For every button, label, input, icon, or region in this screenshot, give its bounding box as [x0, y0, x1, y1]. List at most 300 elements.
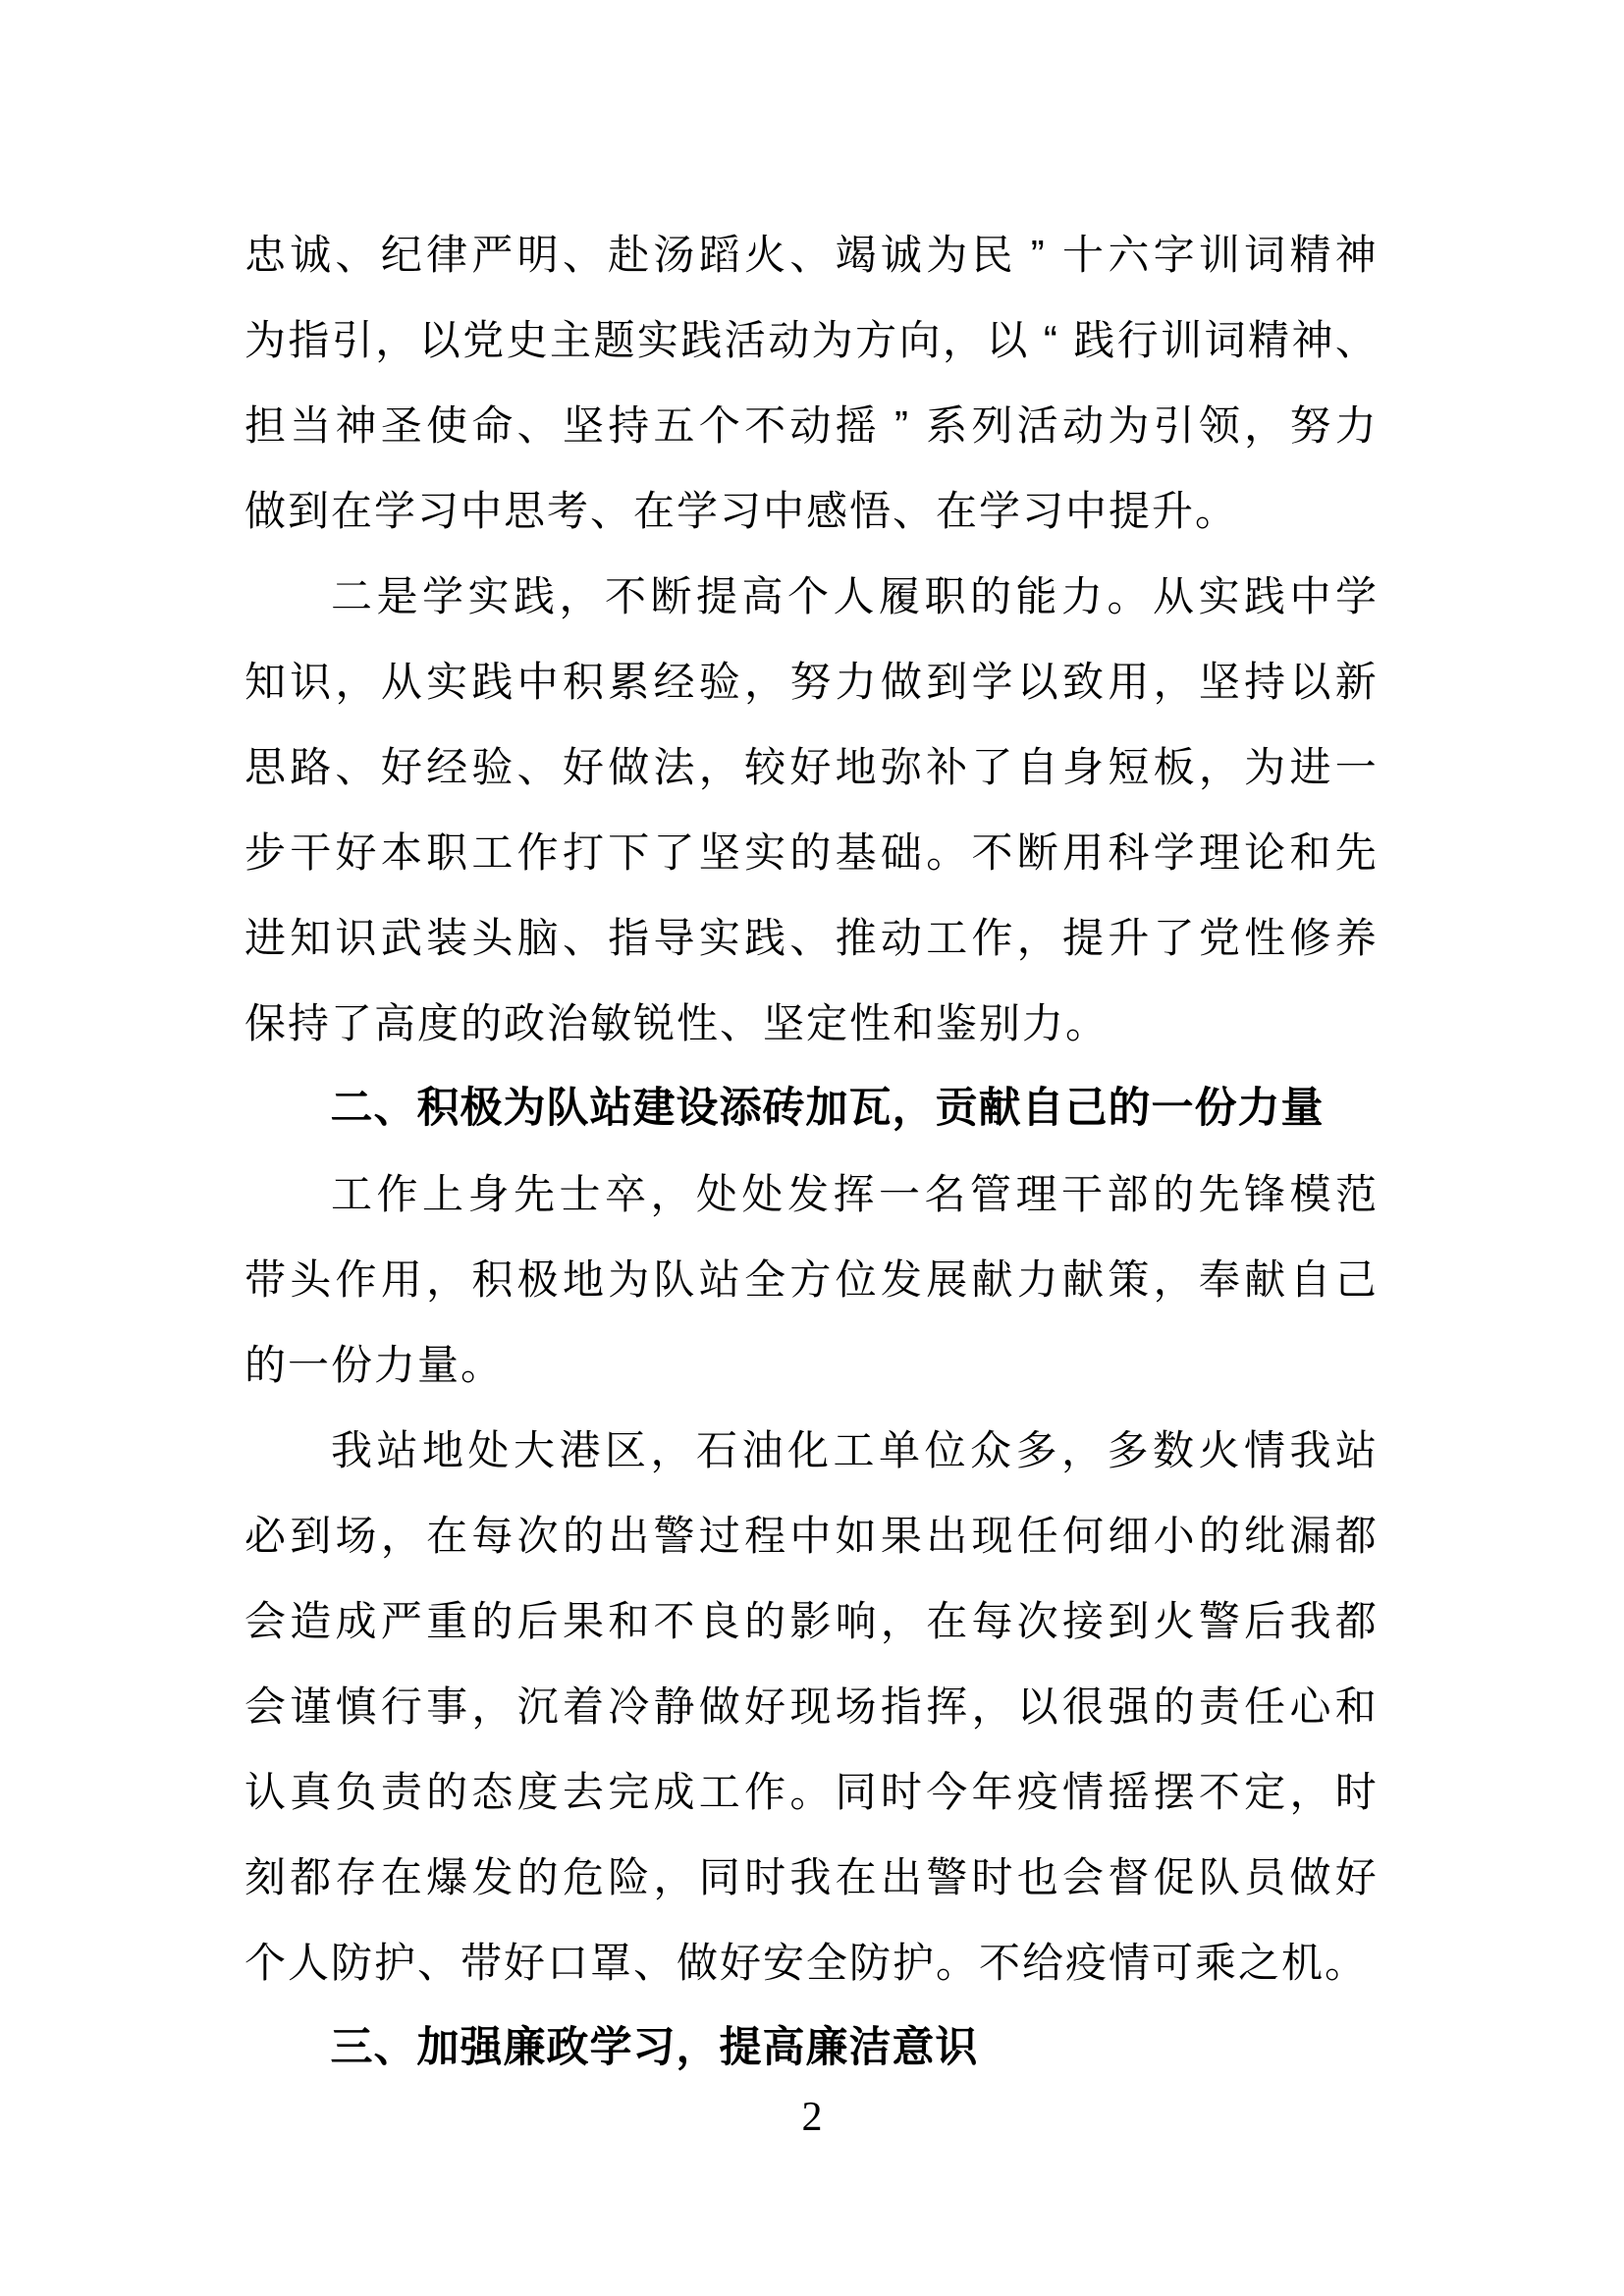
char: 明 [516, 231, 559, 278]
char: 存 [335, 1853, 377, 1900]
char: 会 [1062, 1853, 1105, 1900]
char: 动 [880, 914, 922, 961]
char: 自 [1289, 1255, 1331, 1303]
char: 队 [653, 1255, 695, 1303]
char: 提 [695, 572, 737, 619]
char: 化 [786, 1426, 829, 1473]
char: 疫 [1016, 1768, 1058, 1815]
char: 习 [719, 487, 761, 534]
char: 好 [335, 828, 377, 876]
char: 做 [244, 487, 286, 534]
char: 极 [516, 1255, 559, 1303]
page-number: 2 [801, 2095, 823, 2140]
char: 好 [719, 1939, 761, 1986]
char: 科 [1108, 828, 1150, 876]
document-body [244, 212, 1378, 2091]
char: 一 [1334, 743, 1377, 790]
char: 践 [1243, 572, 1285, 619]
char: 会 [244, 1682, 286, 1730]
char: 神 [1291, 316, 1333, 363]
char: 。 [460, 1341, 502, 1388]
char: 养 [1334, 914, 1377, 961]
char: 地 [421, 1426, 463, 1473]
char: 的 [1198, 1512, 1240, 1559]
char: 站 [589, 1085, 632, 1132]
char: 动 [768, 316, 810, 363]
char: 在 [935, 487, 977, 534]
char: 和 [1334, 1682, 1377, 1730]
char: 管 [969, 1170, 1011, 1217]
text-line [244, 212, 1378, 297]
char: 出 [880, 1853, 922, 1900]
char: 挥 [926, 1682, 968, 1730]
char: 不 [604, 572, 646, 619]
char: 设 [676, 1085, 719, 1132]
char: 时 [744, 1853, 786, 1900]
char: 使 [426, 401, 468, 449]
char: 础 [880, 828, 922, 876]
char: 不 [978, 1939, 1020, 1986]
char: 主 [550, 316, 592, 363]
char: 部 [1107, 1170, 1149, 1217]
char: 和 [1289, 828, 1331, 876]
char: 都 [1334, 1512, 1377, 1559]
char: ， [1198, 743, 1240, 790]
char: 学 [676, 487, 718, 534]
char: 学 [978, 487, 1020, 534]
char: 次 [1016, 1597, 1058, 1644]
char: 我 [1289, 1597, 1331, 1644]
char: 程 [744, 1512, 786, 1559]
char: 列 [971, 401, 1013, 449]
char: 锋 [1243, 1170, 1285, 1217]
char: 真 [290, 1768, 332, 1815]
char: 断 [650, 572, 692, 619]
char: 负 [335, 1768, 377, 1815]
char: 摇 [1108, 1768, 1150, 1815]
char: 、 [416, 1939, 459, 1986]
text-line [244, 1151, 1378, 1237]
char: 接 [1062, 1597, 1105, 1644]
char: 的 [562, 1512, 604, 1559]
char: 作 [335, 1255, 377, 1303]
char: 好 [380, 743, 422, 790]
char: ， [375, 316, 417, 363]
char: 作 [516, 828, 559, 876]
char: 带 [460, 1939, 502, 1986]
char: 。 [1194, 487, 1236, 534]
char: 积 [471, 1255, 514, 1303]
char: ， [650, 1170, 692, 1217]
char: 为 [1244, 743, 1286, 790]
char: 的 [516, 1853, 559, 1900]
char: 提 [1108, 487, 1150, 534]
char: 廉 [503, 2024, 546, 2071]
char: 践 [471, 658, 514, 705]
char: 经 [426, 743, 468, 790]
char: 完 [608, 1768, 650, 1815]
char: 去 [562, 1768, 604, 1815]
char: 习 [416, 487, 459, 534]
char: 定 [1244, 1768, 1286, 1815]
char: 。 [926, 828, 968, 876]
char: 为 [608, 1255, 650, 1303]
char: 词 [1244, 231, 1286, 278]
char: 用 [380, 1255, 422, 1303]
char: ， [1289, 1768, 1331, 1815]
char: 何 [1062, 1512, 1105, 1559]
char: ” [1030, 231, 1045, 278]
char: 发 [786, 1170, 829, 1217]
char: ， [1016, 914, 1058, 961]
char: 推 [835, 914, 877, 961]
char: 工 [471, 828, 514, 876]
char: 先 [513, 1170, 555, 1217]
char: 处 [467, 1426, 510, 1473]
char: 实 [467, 572, 510, 619]
char: 用 [1062, 828, 1105, 876]
char: 加 [416, 2024, 460, 2071]
char: 砖 [762, 1085, 805, 1132]
char: 指 [288, 316, 330, 363]
char: 神 [335, 401, 377, 449]
char: 刻 [244, 1853, 286, 1900]
char: 为 [244, 316, 286, 363]
char: 方 [789, 1255, 832, 1303]
char: 蹈 [698, 231, 740, 278]
char: 工 [833, 1426, 875, 1473]
char: 律 [426, 231, 468, 278]
char: 好 [744, 1682, 786, 1730]
text-line [244, 1664, 1378, 1749]
char: 史 [506, 316, 548, 363]
char: 以 [1289, 658, 1331, 705]
char: 力 [835, 658, 877, 705]
char: 瓦 [848, 1085, 892, 1132]
char: 先 [1334, 828, 1377, 876]
char: 头 [471, 914, 514, 961]
char: 打 [562, 828, 604, 876]
char: 度 [416, 999, 459, 1046]
char: 累 [608, 658, 650, 705]
char: ， [942, 316, 984, 363]
char: 护 [892, 1939, 934, 1986]
char: “ [1043, 316, 1057, 363]
char: 挥 [833, 1170, 875, 1217]
char: 严 [380, 1597, 422, 1644]
char: 高 [762, 2024, 805, 2071]
char: 升 [1151, 487, 1193, 534]
char: 情 [1243, 1426, 1285, 1473]
char: 出 [608, 1512, 650, 1559]
char: 的 [969, 572, 1011, 619]
char: 果 [562, 1597, 604, 1644]
char: 防 [330, 1939, 372, 1986]
char: 小 [1153, 1512, 1195, 1559]
char: 弥 [880, 743, 922, 790]
char: 督 [1108, 1853, 1150, 1900]
char: 带 [244, 1255, 286, 1303]
char: ， [1060, 1426, 1103, 1473]
char: 做 [880, 658, 922, 705]
char: 位 [835, 1255, 877, 1303]
char: 装 [426, 914, 468, 961]
char: 都 [290, 1853, 332, 1900]
char: 安 [762, 1939, 804, 1986]
char: 、 [632, 1939, 675, 1986]
char: 建 [632, 1085, 676, 1132]
char: 。 [1064, 999, 1107, 1046]
char: 机 [1280, 1939, 1323, 1986]
char: 员 [1244, 1853, 1286, 1900]
char: 坚 [1198, 658, 1240, 705]
char: 升 [1108, 914, 1150, 961]
text-line [244, 895, 1378, 981]
char: 能 [1015, 572, 1057, 619]
char: 好 [789, 743, 832, 790]
char: 火 [744, 231, 786, 278]
char: 五 [653, 401, 695, 449]
char: 名 [924, 1170, 966, 1217]
char: 油 [741, 1426, 784, 1473]
char: 干 [1060, 1170, 1103, 1217]
char: 护 [373, 1939, 415, 1986]
text-line [244, 468, 1378, 554]
char: 大 [513, 1426, 555, 1473]
char: 后 [1244, 1597, 1286, 1644]
char: 和 [892, 999, 934, 1046]
char: 了 [1153, 914, 1195, 961]
char: 、 [789, 231, 832, 278]
char: 题 [593, 316, 635, 363]
char: 学 [1334, 572, 1377, 619]
char: 不 [1198, 1768, 1240, 1815]
char: 着 [562, 1682, 604, 1730]
char: 好 [503, 1939, 545, 1986]
text-line [244, 1578, 1378, 1664]
char: 纪 [380, 231, 422, 278]
char: 时 [880, 1768, 922, 1815]
char: 党 [1198, 914, 1240, 961]
char: 二 [330, 1085, 373, 1132]
char: 献 [978, 1085, 1021, 1132]
char: 自 [1016, 743, 1058, 790]
char: 重 [426, 1597, 468, 1644]
char: 头 [290, 1255, 332, 1303]
char: 高 [373, 999, 415, 1046]
char: 党 [462, 316, 505, 363]
text-line [244, 1237, 1378, 1322]
char: 了 [653, 828, 695, 876]
char: 奉 [1198, 1255, 1240, 1303]
char: 量 [1280, 1085, 1324, 1132]
char: 中 [789, 1512, 832, 1559]
char: ， [380, 1512, 422, 1559]
char: 可 [1151, 1939, 1193, 1986]
char: 精 [1248, 316, 1290, 363]
char: 洁 [848, 2024, 892, 2071]
char: 较 [744, 743, 786, 790]
char: 习 [632, 2024, 676, 2071]
char: 、 [562, 914, 604, 961]
char: 修 [1289, 914, 1331, 961]
char: 、 [892, 487, 934, 534]
char: 个 [786, 572, 829, 619]
char: 力 [1016, 1255, 1058, 1303]
char: 以 [1016, 658, 1058, 705]
char: 干 [290, 828, 332, 876]
char: 引 [331, 316, 373, 363]
char: 词 [1204, 316, 1246, 363]
char: 过 [698, 1512, 740, 1559]
char: 如 [835, 1512, 877, 1559]
char: 思 [503, 487, 545, 534]
char: ， [471, 1682, 514, 1730]
char: ， [676, 2024, 719, 2071]
char: 好 [562, 743, 604, 790]
char: 谨 [290, 1682, 332, 1730]
char: 现 [971, 1512, 1013, 1559]
char: 性 [676, 999, 718, 1046]
char: 工 [926, 914, 968, 961]
char: ， [426, 1255, 468, 1303]
char: 好 [1334, 1853, 1377, 1900]
char: 向 [898, 316, 941, 363]
char: 、 [719, 999, 761, 1046]
char: 经 [653, 658, 695, 705]
char: 字 [1153, 231, 1195, 278]
char: 也 [1016, 1853, 1058, 1900]
char: 的 [1153, 1682, 1195, 1730]
char: 理 [1015, 1170, 1057, 1217]
char: 场 [335, 1512, 377, 1559]
char: 和 [608, 1597, 650, 1644]
char: 为 [926, 231, 968, 278]
char: 个 [244, 1939, 286, 1986]
char: 中 [1064, 487, 1107, 534]
char: 知 [244, 658, 286, 705]
char: 新 [1334, 658, 1377, 705]
char: 己 [1064, 1085, 1108, 1132]
char: 站 [698, 1255, 740, 1303]
char: 武 [380, 914, 422, 961]
char: 之 [1237, 1939, 1279, 1986]
char: 以 [418, 316, 460, 363]
char: 中 [516, 658, 559, 705]
char: ， [892, 1085, 935, 1132]
char: 极 [460, 1085, 503, 1132]
char: 圣 [380, 401, 422, 449]
char: 持 [287, 999, 329, 1046]
char: 我 [789, 1853, 832, 1900]
text-line [244, 1322, 1378, 1408]
char: 用 [1108, 658, 1150, 705]
char: 学 [971, 658, 1013, 705]
char: 活 [1016, 401, 1058, 449]
text-line [244, 383, 1378, 468]
char: 廉 [805, 2024, 848, 2071]
char: 十 [1062, 231, 1105, 278]
char: 导 [653, 914, 695, 961]
char: 今 [926, 1768, 968, 1815]
char: 坚 [762, 999, 804, 1046]
char: 提 [719, 2024, 762, 2071]
char: 情 [1108, 1939, 1150, 1986]
char: 论 [1244, 828, 1286, 876]
char: 做 [1289, 1853, 1331, 1900]
char: 个 [698, 401, 740, 449]
char: 做 [698, 1682, 740, 1730]
char: 基 [835, 828, 877, 876]
char: 事 [426, 1682, 468, 1730]
char: 从 [1152, 572, 1194, 619]
char: ， [335, 658, 377, 705]
char: 发 [471, 1853, 514, 1900]
char: 持 [1244, 658, 1286, 705]
char: 在 [380, 1853, 422, 1900]
char: 在 [330, 487, 372, 534]
char: 策 [1108, 1255, 1150, 1303]
char: 乘 [1194, 1939, 1236, 1986]
text-line [244, 1493, 1378, 1578]
char: 力 [1060, 572, 1103, 619]
char: 的 [789, 828, 832, 876]
char: 站 [1334, 1426, 1377, 1473]
char: 政 [503, 999, 545, 1046]
char: 工 [330, 1170, 372, 1217]
char: 诚 [880, 231, 922, 278]
char: 指 [880, 1682, 922, 1730]
char: 鉴 [935, 999, 977, 1046]
char: ， [1153, 658, 1195, 705]
char: 步 [244, 828, 286, 876]
char: 训 [1198, 231, 1240, 278]
char: 积 [562, 658, 604, 705]
char: ， [1244, 401, 1286, 449]
char: 活 [724, 316, 766, 363]
char: 一 [878, 1170, 920, 1217]
char: 动 [789, 401, 832, 449]
char: ， [1153, 1255, 1195, 1303]
char: 险 [608, 1853, 650, 1900]
char: 的 [471, 1597, 514, 1644]
char: 我 [1289, 1426, 1331, 1473]
char: 献 [971, 1255, 1013, 1303]
char: 、 [562, 231, 604, 278]
char: 任 [1244, 1682, 1286, 1730]
char: 践 [513, 572, 555, 619]
char: 力 [1021, 999, 1063, 1046]
char: 识 [290, 658, 332, 705]
char: 区 [604, 1426, 646, 1473]
char: 职 [426, 828, 468, 876]
char: 理 [1198, 828, 1240, 876]
char: ， [559, 572, 601, 619]
char: 性 [848, 999, 891, 1046]
char: 学 [589, 2024, 632, 2071]
char: 次 [516, 1512, 559, 1559]
char: 是 [376, 572, 418, 619]
text-line [244, 1835, 1378, 1920]
char: 在 [632, 487, 675, 534]
char: 高 [741, 572, 784, 619]
char: 进 [1289, 743, 1331, 790]
char: 行 [380, 1682, 422, 1730]
char: 位 [924, 1426, 966, 1473]
char: 民 [971, 231, 1013, 278]
char: 先 [1198, 1170, 1240, 1217]
char: 全 [805, 1939, 847, 1986]
